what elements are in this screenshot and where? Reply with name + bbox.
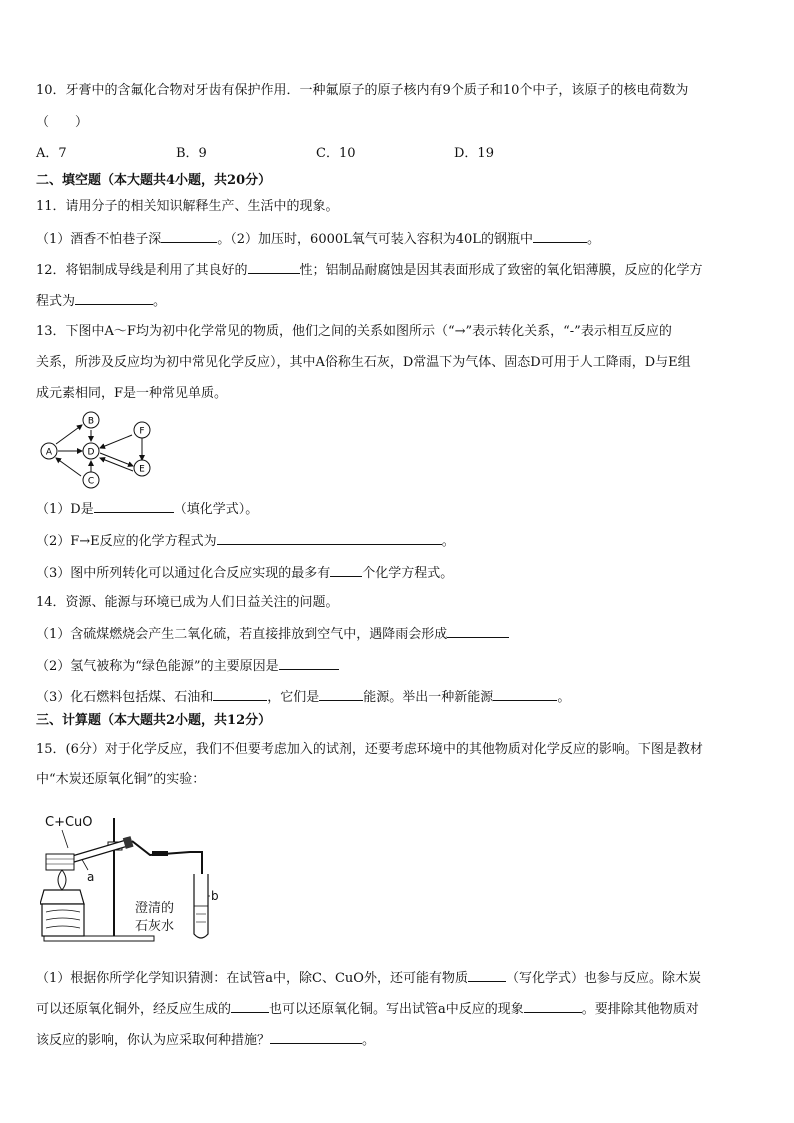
label-limewater-2: 石灰水 <box>135 919 175 934</box>
q13-p3-text: （3）图中所列转化可以通过化合反应实现的最多有 <box>36 566 331 581</box>
node-label-a: A <box>45 447 53 458</box>
q14-p3-text-b: ，它们是 <box>267 690 320 705</box>
q11-p2-end: 。 <box>586 232 600 247</box>
q10-answer-paren: （ ） <box>36 115 89 130</box>
wooden-block <box>42 904 84 936</box>
wire-gauze-cover <box>46 854 74 870</box>
q15-text-a: （1）根据你所学化学知识猜测：在试管a中，除C、CuO外，还可能有物质 <box>36 971 468 986</box>
node-label-c: C <box>87 476 95 487</box>
q10-stem: 10．牙膏中的含氟化合物对牙齿有保护作用．一种氟原子的原子核内有9个质子和10个中子，该原子的核电荷数为 <box>36 83 689 98</box>
edge-c-a <box>56 458 81 476</box>
q15-text-g: 。 <box>362 1033 376 1048</box>
node-label-e: E <box>139 464 145 475</box>
edge-f-d <box>100 435 132 448</box>
q13-part3 <box>36 563 453 583</box>
node-label-d: D <box>87 447 95 458</box>
q13-p1-text: （1）D是 <box>36 502 94 517</box>
q14-p3-text-a: （3）化石燃料包括煤、石油和 <box>36 690 214 705</box>
section3-heading: 三、计算题（本大题共2小题，共12分） <box>36 713 272 728</box>
q10-options <box>36 145 736 163</box>
node-label-f: F <box>139 426 145 437</box>
label-limewater-1: 澄清的 <box>135 901 175 916</box>
edge-a-b <box>56 425 82 444</box>
q12-text-b: 性；铝制品耐腐蚀是因其表面形成了致密的氧化铝薄膜，反应的化学方 <box>299 263 703 278</box>
q10-option-a: A．7 <box>36 146 67 161</box>
q14-part1 <box>36 624 509 644</box>
q15-apparatus-figure <box>40 808 240 946</box>
label-b: b <box>211 889 219 903</box>
q15-blank-2[interactable] <box>231 999 269 1013</box>
q12-line2 <box>36 291 166 311</box>
q12-line1 <box>36 260 703 280</box>
q13-blank-2[interactable] <box>217 531 442 545</box>
q14-blank-2[interactable] <box>279 656 339 670</box>
q12-text-a: 12．将铝制成导线是利用了其良好的 <box>36 263 248 278</box>
q13-part1 <box>36 499 258 519</box>
q11-parts <box>36 229 600 249</box>
q13-part2 <box>36 531 455 551</box>
q14-p2-text: （2）氢气被称为“绿色能源”的主要原因是 <box>36 659 279 674</box>
flame <box>58 870 66 890</box>
node-label-b: B <box>87 416 95 427</box>
q14-part2 <box>36 656 339 676</box>
q15-blank-1[interactable] <box>468 968 506 982</box>
q14-part3 <box>36 687 570 707</box>
q14-blank-3[interactable] <box>213 687 267 701</box>
q13-p1-end: （填化学式）。 <box>173 502 259 517</box>
q13-blank-3[interactable] <box>330 563 362 577</box>
q13-p2-text: （2）F→E反应的化学方程式为 <box>36 534 217 549</box>
q15-text-f: 该反应的影响，你认为应采取何种措施？ <box>36 1033 271 1048</box>
q12-text-d: 。 <box>153 294 167 309</box>
q15-line1: 15．(6分）对于化学反应，我们不但要考虑加入的试剂，还要考虑环境中的其他物质对化学反应的影响。下图是教材 <box>36 742 703 757</box>
q14-p3-text-d: 。 <box>557 690 571 705</box>
q11-blank-2[interactable] <box>533 229 587 243</box>
q11-blank-1[interactable] <box>161 229 217 243</box>
q14-blank-1[interactable] <box>447 624 509 638</box>
q15-text-c: 可以还原氧化铜外，经反应生成的 <box>36 1002 232 1017</box>
q15-part1-line1 <box>36 968 701 988</box>
q14-p1-text: （1）含硫煤燃烧会产生二氧化硫，若直接排放到空气中，遇降雨会形成 <box>36 627 448 642</box>
q13-p2-end: 。 <box>441 534 455 549</box>
q12-blank-2[interactable] <box>75 291 153 305</box>
q10-option-d: D．19 <box>454 146 494 161</box>
q15-blank-4[interactable] <box>270 1030 362 1044</box>
q14-blank-4[interactable] <box>319 687 363 701</box>
q13-line2: 关系，所涉及反应均为初中常见化学反应），其中A俗称生石灰，D常温下为气体、固态D可用于人工降雨，D与E组 <box>36 355 691 370</box>
label-c-cuo: C+CuO <box>45 815 93 830</box>
q15-line2: 中“木炭还原氧化铜”的实验： <box>36 772 206 787</box>
q15-text-b: （写化学式）也参与反应。除木炭 <box>505 971 701 986</box>
alcohol-lamp <box>40 890 84 904</box>
q15-blank-3[interactable] <box>524 999 582 1013</box>
q13-line3: 成元素相同，F是一种常见单质。 <box>36 386 228 401</box>
q11-p1-text: （1）酒香不怕巷子深 <box>36 232 162 247</box>
section2-heading: 二、填空题（本大题共4小题，共20分） <box>36 173 272 188</box>
q14-p3-text-c: 能源。举出一种新能源 <box>363 690 494 705</box>
q10-option-b: B．9 <box>176 146 207 161</box>
q15-part1-line3 <box>36 1030 375 1050</box>
q15-text-e: 。要排除其他物质对 <box>581 1002 699 1017</box>
q13-line1: 13．下图中A～F均为初中化学常见的物质，他们之间的关系如图所示（“→”表示转化关系，“-”表示相互反应的 <box>36 324 672 339</box>
q13-p3-end: 个化学方程式。 <box>362 566 454 581</box>
q15-text-d: 也可以还原氧化铜。写出试管a中反应的现象 <box>269 1002 524 1017</box>
q10-option-c: C．10 <box>316 146 356 161</box>
label-a: a <box>87 870 95 884</box>
q11-stem: 11．请用分子的相关知识解释生产、生活中的现象。 <box>36 199 339 214</box>
pointer-c-cuo <box>62 830 68 848</box>
q13-blank-1[interactable] <box>94 499 174 513</box>
rubber-joint <box>152 851 168 856</box>
q14-stem: 14．资源、能源与环境已成为人们日益关注的问题。 <box>36 595 339 610</box>
q12-blank-1[interactable] <box>248 260 300 274</box>
q15-part1-line2 <box>36 999 699 1019</box>
q13-relation-diagram <box>36 408 166 492</box>
q12-text-c: 程式为 <box>36 294 76 309</box>
q11-p1-end: 。（2）加压时，6000L氧气可装入容积为40L的钢瓶中 <box>217 232 533 247</box>
stand-base <box>44 936 154 941</box>
q14-blank-5[interactable] <box>493 687 557 701</box>
